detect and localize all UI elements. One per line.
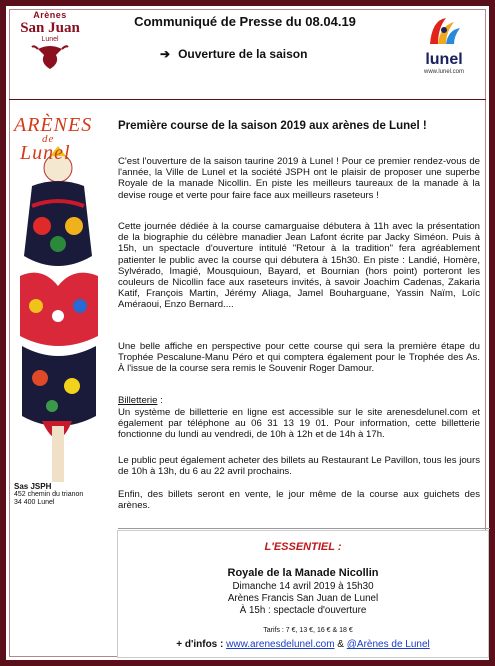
billetterie-label: Billetterie <box>118 395 158 406</box>
essentiel-heading: L'ESSENTIEL : <box>264 541 342 553</box>
arenes-logo-line1: Arènes <box>33 10 67 20</box>
press-release-title: Communiqué de Presse du 08.04.19 <box>134 14 356 29</box>
essentiel-tarifs: Tarifs : 7 €, 13 €, 16 € & 18 € <box>263 627 353 634</box>
poster-title <box>14 116 92 162</box>
arenes-social-link[interactable]: @Arènes de Lunel <box>346 639 430 650</box>
article-paragraph-6: Enfin, des billets seront en vente, le jour même de la course aux guichets des arènes. <box>118 489 480 512</box>
subtitle-text: Ouverture de la saison <box>178 47 308 61</box>
article-paragraph-4: Un système de billetterie en ligne est accessible sur le site arenesdelunel.com et également par téléphone au 06 31 13 19 01. Pour information, cette billetterie fonctionne du lundi au vendredi, de 10h à 12h et de 14h à 17h. <box>118 407 480 441</box>
bull-emblem-icon <box>30 43 70 71</box>
poster-sig-addr1: 452 chemin du trianon <box>14 491 84 498</box>
arrow-right-icon: ➔ <box>160 47 171 61</box>
infos-label: + d'infos <box>176 639 218 650</box>
essentiel-show: À 15h : spectacle d'ouverture <box>239 605 367 616</box>
poster-illustration <box>12 116 105 482</box>
arenes-logo <box>14 10 86 80</box>
essentiel-venue: Arènes Francis San Juan de Lunel <box>227 593 379 604</box>
poster-title-line3: Lunel <box>20 142 71 164</box>
arenes-logo-line3: Lunel <box>41 36 59 43</box>
lunel-logo <box>412 14 476 78</box>
article-paragraph-5: Le public peut également acheter des billets au Restaurant Le Pavillon, tous les jours de 10h à 13h, du 6 au 22 avril prochains. <box>118 455 480 478</box>
poster-sig-name: Sas JSPH <box>14 482 52 491</box>
essentiel-infos <box>118 639 488 650</box>
essentiel-box <box>117 530 489 658</box>
article-paragraph-2: Cette journée dédiée à la course camarguaise débutera à 11h avec la présentation de la biographie du célèbre manadier Jean Lafont écrite par Jacky Siméon. Puis à 15h, un spectacle d'ouverture intitulé "Retour à la tradition" fera agréablement patienter le public avec la course qui débutera à 15h30. En piste : Landié, Homère, Sylvérado, Imagié, Mousquioun, Bayard, et Bournian (hors point) porteront les couleurs de Nicollin face aux raseteurs invités, à savoir Joachim Cadenas, Zakaria Katif, François Martin, Jérémy Aliaga, Jamel Bouharguane, Yassin Naïm, Loïc Améraoui, Enzo Bernard.... <box>118 221 480 311</box>
essentiel-date: Dimanche 14 avril 2019 à 15h30 <box>232 581 374 592</box>
lunel-logo-word: lunel <box>425 51 463 68</box>
press-release-subtitle <box>160 47 307 61</box>
arenes-logo-line2: San Juan <box>20 20 80 36</box>
header-divider <box>9 99 486 100</box>
poster-title-line1: ARÈNES <box>14 114 93 136</box>
article-title: Première course de la saison 2019 aux arènes de Lunel ! <box>118 120 427 132</box>
lunel-logo-url: www.lunel.com <box>423 69 464 75</box>
billetterie-heading <box>118 395 480 406</box>
lunel-emblem-icon <box>424 14 464 48</box>
poster-sig-addr2: 34 400 Lunel <box>14 499 55 506</box>
poster-title-line2: de <box>42 133 55 145</box>
infos-colon: : <box>217 639 227 650</box>
essentiel-divider <box>118 528 490 529</box>
article-paragraph-3: Une belle affiche en perspective pour cette course qui sera la première étape du Trophée Pescalune-Manu Péro et qui comptera également pour le Trophée des As. À l'issue de la course sera remis le Souvenir Roger Damour. <box>118 341 480 375</box>
infos-ampersand: & <box>334 639 347 650</box>
essentiel-title: Royale de la Manade Nicollin <box>227 567 379 579</box>
poster-signature <box>14 483 104 507</box>
billetterie-colon: : <box>157 395 163 406</box>
arenes-website-link[interactable]: www.arenesdelunel.com <box>226 639 335 650</box>
article-paragraph-1: C'est l'ouverture de la saison taurine 2019 à Lunel ! Pour ce premier rendez-vous de l'année, la Ville de Lunel et la société JSPH ont le plaisir de proposer une superbe Royale de la manade Nicollin. En piste les meilleurs taureaux de la manade à la devise rouge et verte pour faire face aux meilleurs raseteurs ! <box>118 156 480 201</box>
